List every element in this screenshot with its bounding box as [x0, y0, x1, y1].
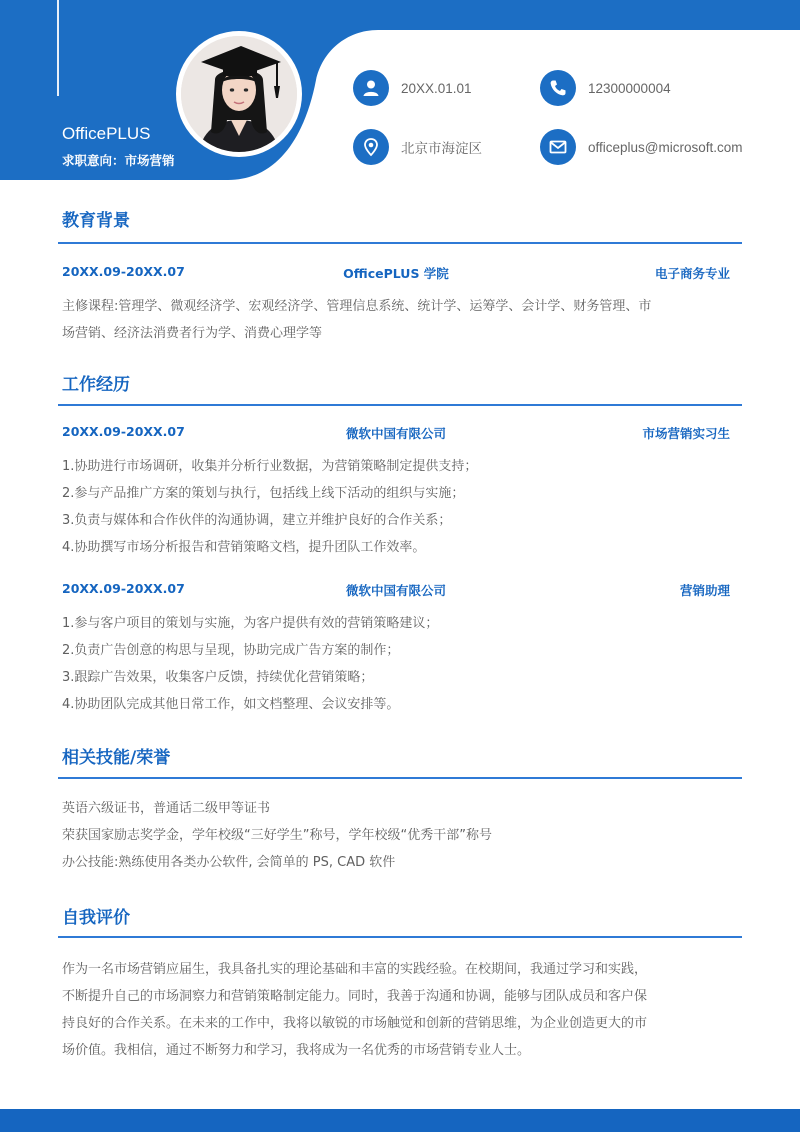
job-company: 微软中国有限公司 [345, 426, 446, 441]
job-duties [62, 610, 744, 718]
birthdate-text: 20XX.01.01 [401, 80, 472, 96]
skill-line: 荣获国家励志奖学金，学年校级“三好学生”称号，学年校级“优秀干部”称号 [62, 828, 492, 843]
skills-title: 相关技能/荣誉 [62, 748, 171, 768]
self-evaluation-title: 自我评价 [62, 908, 130, 928]
job-date: 20XX.09-20XX.07 [62, 581, 185, 596]
job-date: 20XX.09-20XX.07 [62, 424, 185, 439]
duty-line: 3.负责与媒体和合作伙伴的沟通协调，建立并维护良好的合作关系； [62, 513, 452, 528]
job-duties [62, 453, 744, 561]
contact-phone [540, 70, 671, 106]
text-line: 场价值。我相信，通过不断努力和学习，我将成为一名优秀的市场营销专业人士。 [62, 1043, 531, 1058]
job-role: 营销助理 [679, 583, 730, 598]
self-evaluation-text [62, 956, 744, 1064]
skill-line: 英语六级证书，普通话二级甲等证书 [62, 801, 271, 816]
phone-text[interactable]: 12300000004 [588, 80, 671, 96]
location-pin-icon [353, 129, 389, 165]
work-title: 工作经历 [62, 375, 130, 395]
work-divider [58, 404, 742, 406]
email-text[interactable]: officeplus@microsoft.com [588, 139, 743, 155]
graduate-portrait-illustration [181, 36, 297, 152]
job-entry [62, 424, 730, 444]
job-entry [62, 581, 730, 601]
duty-line: 1.参与客户项目的策划与实施，为客户提供有效的营销策略建议； [62, 616, 439, 631]
duty-line: 4.协助撰写市场分析报告和营销策略文档，提升团队工作效率。 [62, 540, 426, 555]
contact-birthdate [353, 70, 472, 106]
contact-email [540, 129, 743, 165]
text-line: 场营销、经济法消费者行为学、消费心理学等 [62, 326, 323, 341]
job-company: 微软中国有限公司 [345, 583, 446, 598]
education-title: 教育背景 [62, 211, 130, 231]
self-evaluation-divider [58, 936, 742, 938]
avatar [181, 36, 297, 152]
education-date: 20XX.09-20XX.07 [62, 264, 185, 279]
duty-line: 2.参与产品推广方案的策划与执行，包括线上线下活动的组织与实施； [62, 486, 465, 501]
education-school: OfficePLUS 学院 [343, 266, 449, 281]
duty-line: 2.负责广告创意的构思与呈现，协助完成广告方案的制作； [62, 643, 400, 658]
education-major: 电子商务专业 [654, 266, 730, 281]
text-line: 不断提升自己的市场洞察力和营销策略制定能力。同时，我善于沟通和协调，能够与团队成员和客户保 [62, 989, 648, 1004]
contact-location [353, 129, 482, 165]
resume-header [0, 0, 800, 180]
education-entry [62, 264, 730, 284]
skills-list [62, 795, 744, 876]
footer-bar [0, 1109, 800, 1132]
job-intention: 求职意向：市场营销 [62, 153, 175, 168]
location-text: 北京市海淀区 [401, 141, 482, 156]
duty-line: 1.协助进行市场调研，收集并分析行业数据，为营销策略制定提供支持； [62, 459, 478, 474]
text-line: 主修课程:管理学、微观经济学、宏观经济学、管理信息系统、统计学、运筹学、会计学、财务管理、市 [62, 299, 652, 314]
skill-line: 办公技能:熟练使用各类办公软件, 会简单的 PS, CAD 软件 [62, 855, 396, 870]
mail-icon [540, 129, 576, 165]
candidate-name: OfficePLUS [62, 124, 151, 143]
user-icon [353, 70, 389, 106]
text-line: 持良好的合作关系。在未来的工作中，我将以敏锐的市场触觉和创新的营销思维，为企业创造更大的市 [62, 1016, 648, 1031]
education-divider [58, 242, 742, 244]
duty-line: 4.协助团队完成其他日常工作，如文档整理、会议安排等。 [62, 697, 400, 712]
duty-line: 3.跟踪广告效果，收集客户反馈，持续优化营销策略； [62, 670, 374, 685]
job-role: 市场营销实习生 [642, 426, 730, 441]
education-courses [62, 293, 744, 347]
phone-icon [540, 70, 576, 106]
text-line: 作为一名市场营销应届生，我具备扎实的理论基础和丰富的实践经验。在校期间，我通过学习和实践， [62, 962, 648, 977]
skills-divider [58, 777, 742, 779]
